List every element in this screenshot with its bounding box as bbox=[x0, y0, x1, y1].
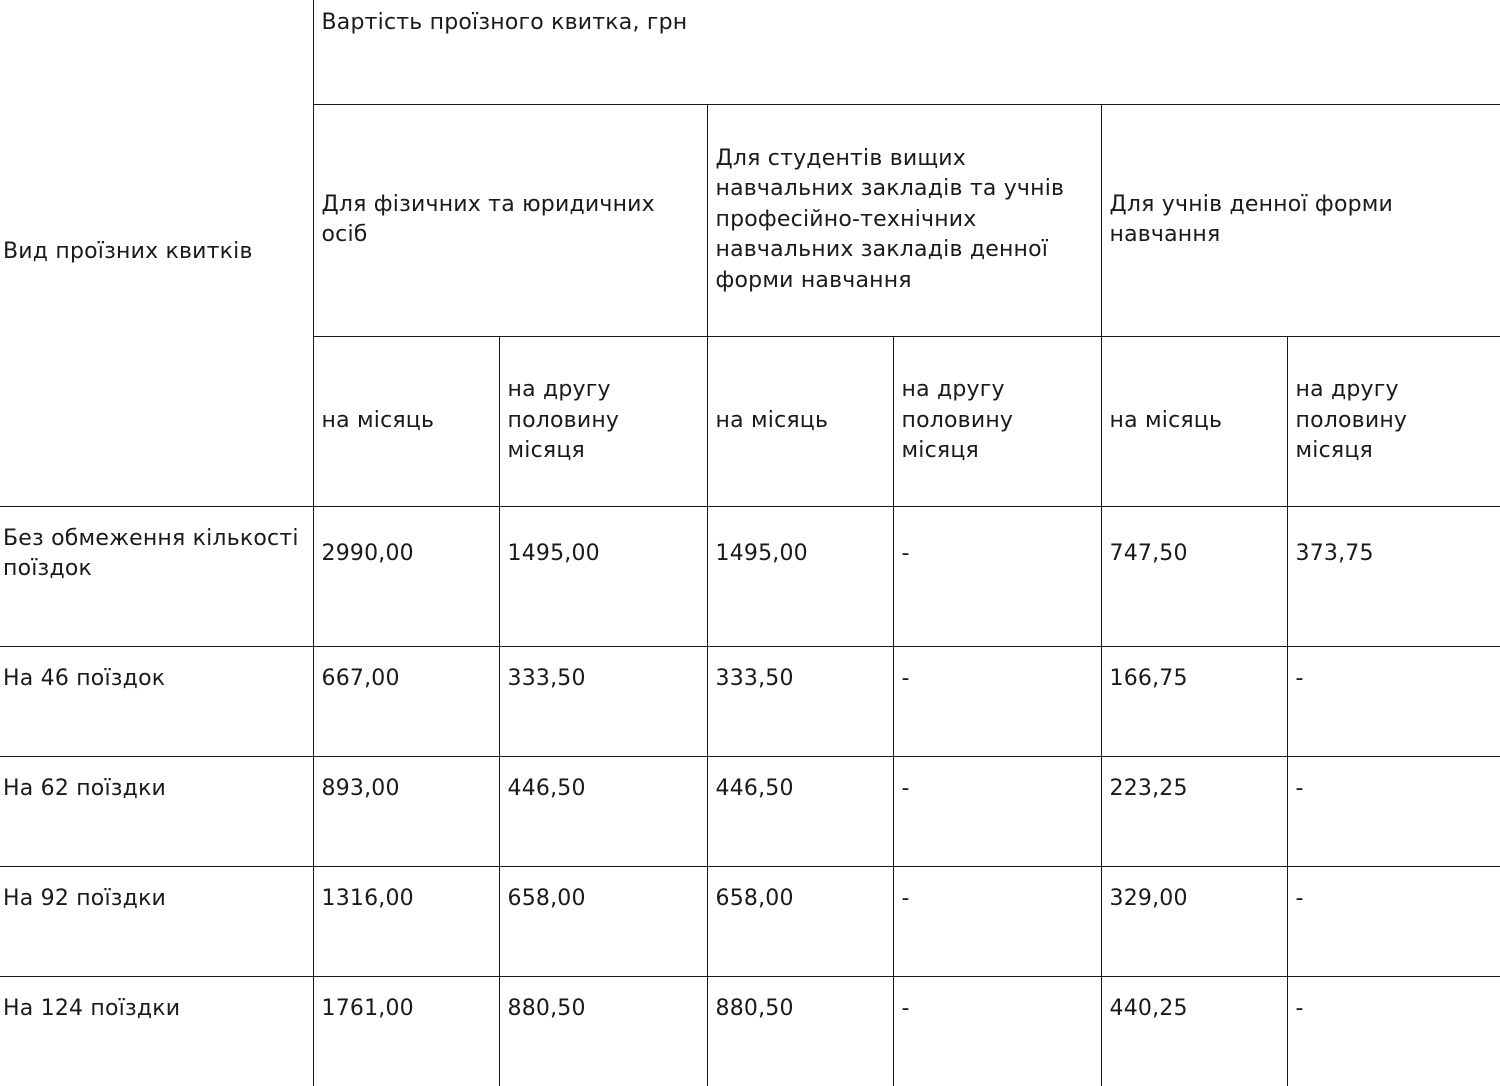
value: - bbox=[1295, 775, 1304, 801]
value-cell bbox=[893, 646, 1101, 756]
value: - bbox=[901, 540, 910, 566]
value: - bbox=[901, 665, 910, 691]
value-cell bbox=[313, 756, 499, 866]
table-row bbox=[0, 506, 1500, 646]
row-type-header: Вид проїзних квитків bbox=[3, 239, 253, 264]
value: 893,00 bbox=[321, 775, 400, 801]
value-cell bbox=[1287, 506, 1500, 646]
value: - bbox=[901, 775, 910, 801]
value-cell bbox=[1287, 866, 1500, 976]
value-cell bbox=[313, 506, 499, 646]
value: 446,50 bbox=[507, 775, 586, 801]
value: 2990,00 bbox=[321, 540, 414, 566]
period-header: на другу половину місяця bbox=[507, 377, 620, 464]
table-row bbox=[0, 976, 1500, 1086]
row-label: На 92 поїздки bbox=[3, 885, 167, 911]
period-header: на другу половину місяця bbox=[1295, 377, 1408, 464]
value-cell bbox=[893, 756, 1101, 866]
row-label-cell bbox=[0, 756, 313, 866]
period-header: на місяць bbox=[321, 407, 435, 433]
value-cell bbox=[707, 756, 893, 866]
value-cell bbox=[499, 976, 707, 1086]
category-header-pupils: Для учнів денної форми навчання bbox=[1109, 191, 1394, 247]
value: - bbox=[901, 885, 910, 911]
period-header-cell bbox=[313, 336, 499, 506]
value-cell bbox=[707, 646, 893, 756]
value: 1495,00 bbox=[507, 540, 600, 566]
value-cell bbox=[707, 976, 893, 1086]
header-row-group bbox=[0, 0, 1500, 104]
value-cell bbox=[499, 866, 707, 976]
value-cell bbox=[313, 866, 499, 976]
period-header-cell bbox=[499, 336, 707, 506]
period-header: на другу половину місяця bbox=[901, 377, 1014, 464]
value: - bbox=[1295, 885, 1304, 911]
row-label-cell bbox=[0, 646, 313, 756]
price-group-header-cell bbox=[313, 0, 1500, 104]
row-label: На 46 поїздок bbox=[3, 665, 166, 691]
value: 658,00 bbox=[507, 885, 586, 911]
value: 667,00 bbox=[321, 665, 400, 691]
category-header-cell bbox=[1101, 104, 1500, 336]
value-cell bbox=[893, 866, 1101, 976]
value: - bbox=[901, 995, 910, 1021]
value: 329,00 bbox=[1109, 885, 1188, 911]
price-group-header: Вартість проїзного квитка, грн bbox=[321, 10, 688, 35]
value: 1761,00 bbox=[321, 995, 414, 1021]
value-cell bbox=[1101, 976, 1287, 1086]
value-cell bbox=[1101, 756, 1287, 866]
table-row bbox=[0, 756, 1500, 866]
value: 446,50 bbox=[715, 775, 794, 801]
row-label-cell bbox=[0, 506, 313, 646]
value-cell bbox=[1287, 646, 1500, 756]
value: 333,50 bbox=[507, 665, 586, 691]
value: 658,00 bbox=[715, 885, 794, 911]
period-header-cell bbox=[1101, 336, 1287, 506]
value: 166,75 bbox=[1109, 665, 1188, 691]
value-cell bbox=[499, 646, 707, 756]
value: 440,25 bbox=[1109, 995, 1188, 1021]
value-cell bbox=[893, 506, 1101, 646]
value: 333,50 bbox=[715, 665, 794, 691]
value-cell bbox=[893, 976, 1101, 1086]
table-row bbox=[0, 866, 1500, 976]
row-label: На 62 поїздки bbox=[3, 775, 167, 801]
period-header: на місяць bbox=[715, 407, 829, 433]
value-cell bbox=[499, 506, 707, 646]
category-header-individuals: Для фізичних та юридичних осіб bbox=[321, 191, 655, 247]
value-cell bbox=[1101, 646, 1287, 756]
value: 373,75 bbox=[1295, 540, 1374, 566]
value: 223,25 bbox=[1109, 775, 1188, 801]
value: 1495,00 bbox=[715, 540, 808, 566]
category-header-cell bbox=[313, 104, 707, 336]
value-cell bbox=[313, 646, 499, 756]
row-label-cell bbox=[0, 976, 313, 1086]
value-cell bbox=[313, 976, 499, 1086]
value-cell bbox=[499, 756, 707, 866]
value-cell bbox=[1287, 756, 1500, 866]
category-header-cell bbox=[707, 104, 1101, 336]
period-header-cell bbox=[707, 336, 893, 506]
value-cell bbox=[707, 506, 893, 646]
value: 1316,00 bbox=[321, 885, 414, 911]
value-cell bbox=[1287, 976, 1500, 1086]
row-label: Без обмеження кількості поїздок bbox=[3, 525, 299, 581]
table-row bbox=[0, 646, 1500, 756]
category-header-students: Для студентів вищих навчальних закладів та учнів професійно-технічних навчальних закладів денної форми навчання bbox=[715, 145, 1065, 293]
period-header-cell bbox=[1287, 336, 1500, 506]
value: 747,50 bbox=[1109, 540, 1188, 566]
period-header: на місяць bbox=[1109, 407, 1223, 433]
value: - bbox=[1295, 665, 1304, 691]
period-header-cell bbox=[893, 336, 1101, 506]
row-label-cell bbox=[0, 866, 313, 976]
value-cell bbox=[1101, 866, 1287, 976]
row-label: На 124 поїздки bbox=[3, 995, 181, 1021]
row-type-header-cell bbox=[0, 0, 313, 506]
value: - bbox=[1295, 995, 1304, 1021]
value-cell bbox=[707, 866, 893, 976]
value: 880,50 bbox=[715, 995, 794, 1021]
value-cell bbox=[1101, 506, 1287, 646]
value: 880,50 bbox=[507, 995, 586, 1021]
